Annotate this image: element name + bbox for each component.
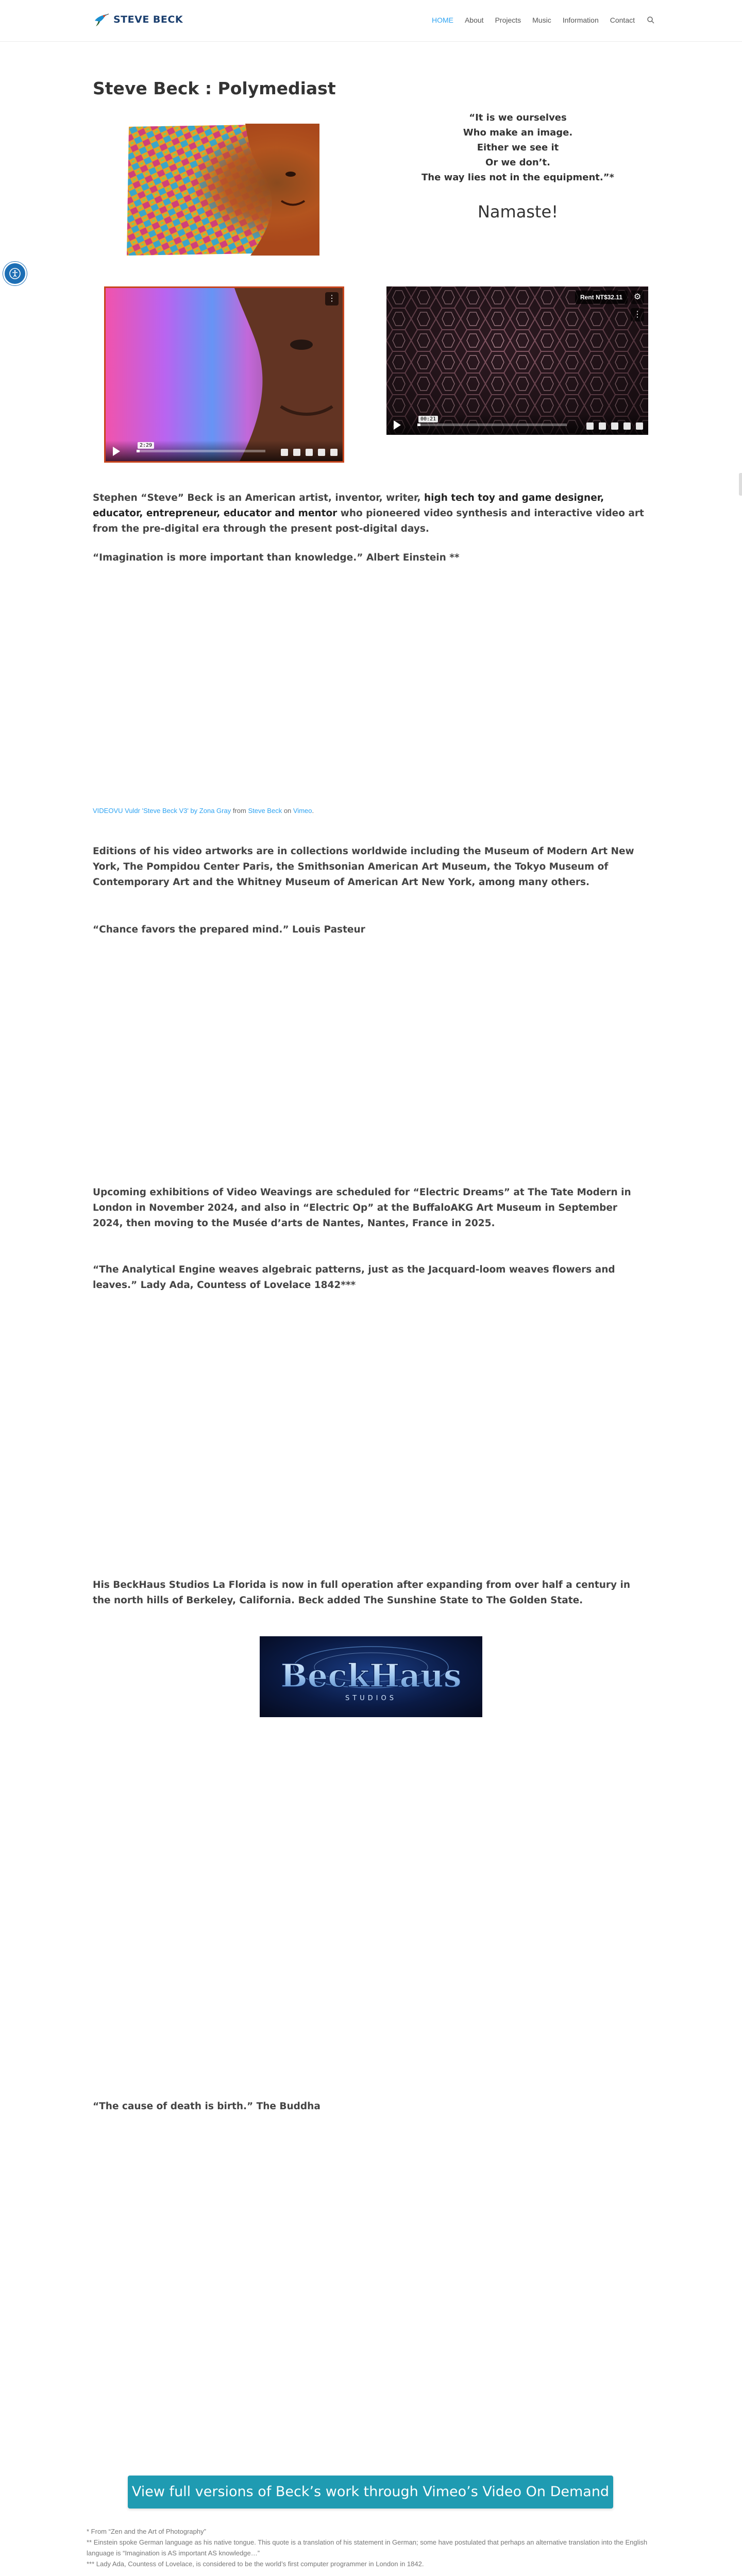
footnote: * From “Zen and the Art of Photography” — [87, 2528, 206, 2535]
main-nav — [420, 16, 654, 24]
intro-text-end: who pioneered video synthesis and interactive video art from the pre-digital era through the present post-digital days. — [93, 508, 644, 534]
vimeo-icon[interactable] — [636, 422, 643, 430]
quote-line: “It is we ourselves — [469, 112, 567, 123]
search-icon[interactable] — [647, 16, 654, 24]
nav-contact[interactable]: Contact — [610, 16, 635, 24]
nav-information[interactable]: Information — [562, 16, 599, 24]
video-player-2[interactable] — [386, 286, 648, 435]
video-2-control-icons — [586, 422, 643, 430]
beckhaus-studios-logo — [260, 1636, 482, 1717]
top-header — [0, 0, 742, 41]
beckhaus-logo-sub: STUDIOS — [345, 1694, 397, 1702]
vimeo-icon[interactable] — [330, 449, 338, 456]
video-2-more-button[interactable]: ⋮ — [631, 308, 644, 321]
credit-text: on — [282, 807, 293, 815]
beckhaus-logo-art — [260, 1636, 482, 1717]
video-player-1[interactable] — [104, 286, 344, 463]
rent-button[interactable]: Rent NT$32.11 — [575, 291, 628, 304]
intro-paragraph — [93, 490, 649, 537]
credit-text: . — [312, 807, 314, 815]
hummingbird-logo-icon — [93, 11, 109, 28]
intro-bold-text: high tech toy and game designer, educator, entrepreneur, educator and mentor — [93, 493, 604, 519]
video-1-time: 2:29 — [138, 442, 154, 449]
editions-paragraph: Editions of his video artworks are in collections worldwide including the Museum of Modern Art New York, The Pompidou Center Paris, the Smithsonian American Art Museum, the Tokyo Museum of Contemporary Art and the Whitney Museum of American Art New York, among many others. — [93, 846, 634, 888]
accessibility-button[interactable] — [3, 262, 27, 285]
video-2-frame — [386, 286, 648, 435]
einstein-quote: “Imagination is more important than knowledge.” Albert Einstein ** — [93, 552, 460, 563]
video-1-controls — [106, 440, 343, 461]
nav-home[interactable]: HOME — [431, 16, 453, 24]
pip-icon[interactable] — [611, 422, 618, 430]
volume-icon[interactable] — [586, 422, 594, 430]
settings-icon[interactable] — [599, 422, 606, 430]
side-scroll-tab[interactable] — [739, 473, 742, 496]
video-2-controls — [386, 414, 648, 435]
quote-line: The way lies not in the equipment.”* — [421, 172, 614, 183]
nav-about[interactable]: About — [464, 16, 484, 24]
hero-video-weaving-image — [127, 124, 319, 256]
site-logo[interactable] — [93, 11, 183, 28]
video-1-control-icons — [281, 449, 338, 456]
credit-vimeo-link[interactable]: Vimeo — [293, 807, 312, 815]
credit-text: from — [231, 807, 248, 815]
quote-line: Or we don’t. — [485, 157, 550, 168]
exhibitions-paragraph: Upcoming exhibitions of Video Weavings are scheduled for “Electric Dreams” at The Tate Modern in London in November 2024, and also in “Electric Op” at the BuffaloAKG Art Museum in September 2024, then moving to the Musée d’arts de Nantes, Nantes, France in 2025. — [93, 1187, 631, 1229]
beckhaus-paragraph: His BeckHaus Studios La Florida is now in full operation after expanding from over half a century in the north hills of Berkeley, California. Beck added The Sunshine State to The Golden State. — [93, 1580, 631, 1606]
accessibility-icon — [9, 267, 21, 280]
beckhaus-logo-name: BeckHaus — [280, 1657, 462, 1694]
footnote: *** Lady Ada, Countess of Lovelace, is considered to be the world’s first computer programmer in London in 1842. — [87, 2560, 424, 2568]
nav-music[interactable]: Music — [532, 16, 551, 24]
play-icon[interactable] — [113, 447, 120, 456]
intro-text: Stephen “Steve” Beck is an American artist, inventor, writer, — [93, 493, 424, 503]
pip-icon[interactable] — [306, 449, 313, 456]
quote-line: Either we see it — [477, 142, 559, 153]
video-1-progress-bar[interactable] — [137, 450, 265, 452]
vimeo-on-demand-button[interactable]: View full versions of Beck’s work through Vimeo’s Video On Demand service. — [128, 2476, 613, 2509]
logo-text: STEVE BECK — [113, 14, 183, 25]
video-2-settings-button[interactable]: ⚙ — [631, 291, 644, 304]
video-2-time: 00:21 — [418, 416, 438, 422]
nav-projects[interactable]: Projects — [495, 16, 521, 24]
fullscreen-icon[interactable] — [623, 422, 631, 430]
pasteur-quote: “Chance favors the prepared mind.” Louis Pasteur — [93, 924, 365, 935]
fullscreen-icon[interactable] — [318, 449, 325, 456]
footnotes — [87, 2526, 648, 2569]
credit-author-link[interactable]: Steve Beck — [248, 807, 282, 815]
namaste-text: Namaste! — [477, 202, 559, 222]
video-1-frame — [106, 288, 343, 461]
video-2-progress-bar[interactable] — [417, 423, 567, 426]
zen-quote — [412, 110, 623, 185]
quote-line: Who make an image. — [463, 127, 573, 138]
play-icon[interactable] — [394, 420, 401, 430]
page-title: Steve Beck : Polymediast — [93, 78, 336, 98]
footnote: ** Einstein spoke German language as his native tongue. This quote is a translation of his statement in German; some have postulated that perhaps an alternative translation into the English language is “Imagination is AS important AS knowledge…” — [87, 2538, 648, 2557]
buddha-quote: “The cause of death is birth.” The Buddha — [93, 2101, 321, 2112]
settings-icon[interactable] — [293, 449, 300, 456]
credit-video-link[interactable]: VIDEOVU Vuldr 'Steve Beck V3' by Zona Gray — [93, 807, 231, 815]
volume-icon[interactable] — [281, 449, 288, 456]
lovelace-quote: “The Analytical Engine weaves algebraic patterns, just as the Jacquard-loom weaves flowers and leaves.” Lady Ada, Countess of Lovelace 1842*** — [93, 1264, 615, 1291]
video-1-more-button[interactable]: ⋮ — [325, 292, 339, 306]
video-credit — [93, 807, 314, 815]
